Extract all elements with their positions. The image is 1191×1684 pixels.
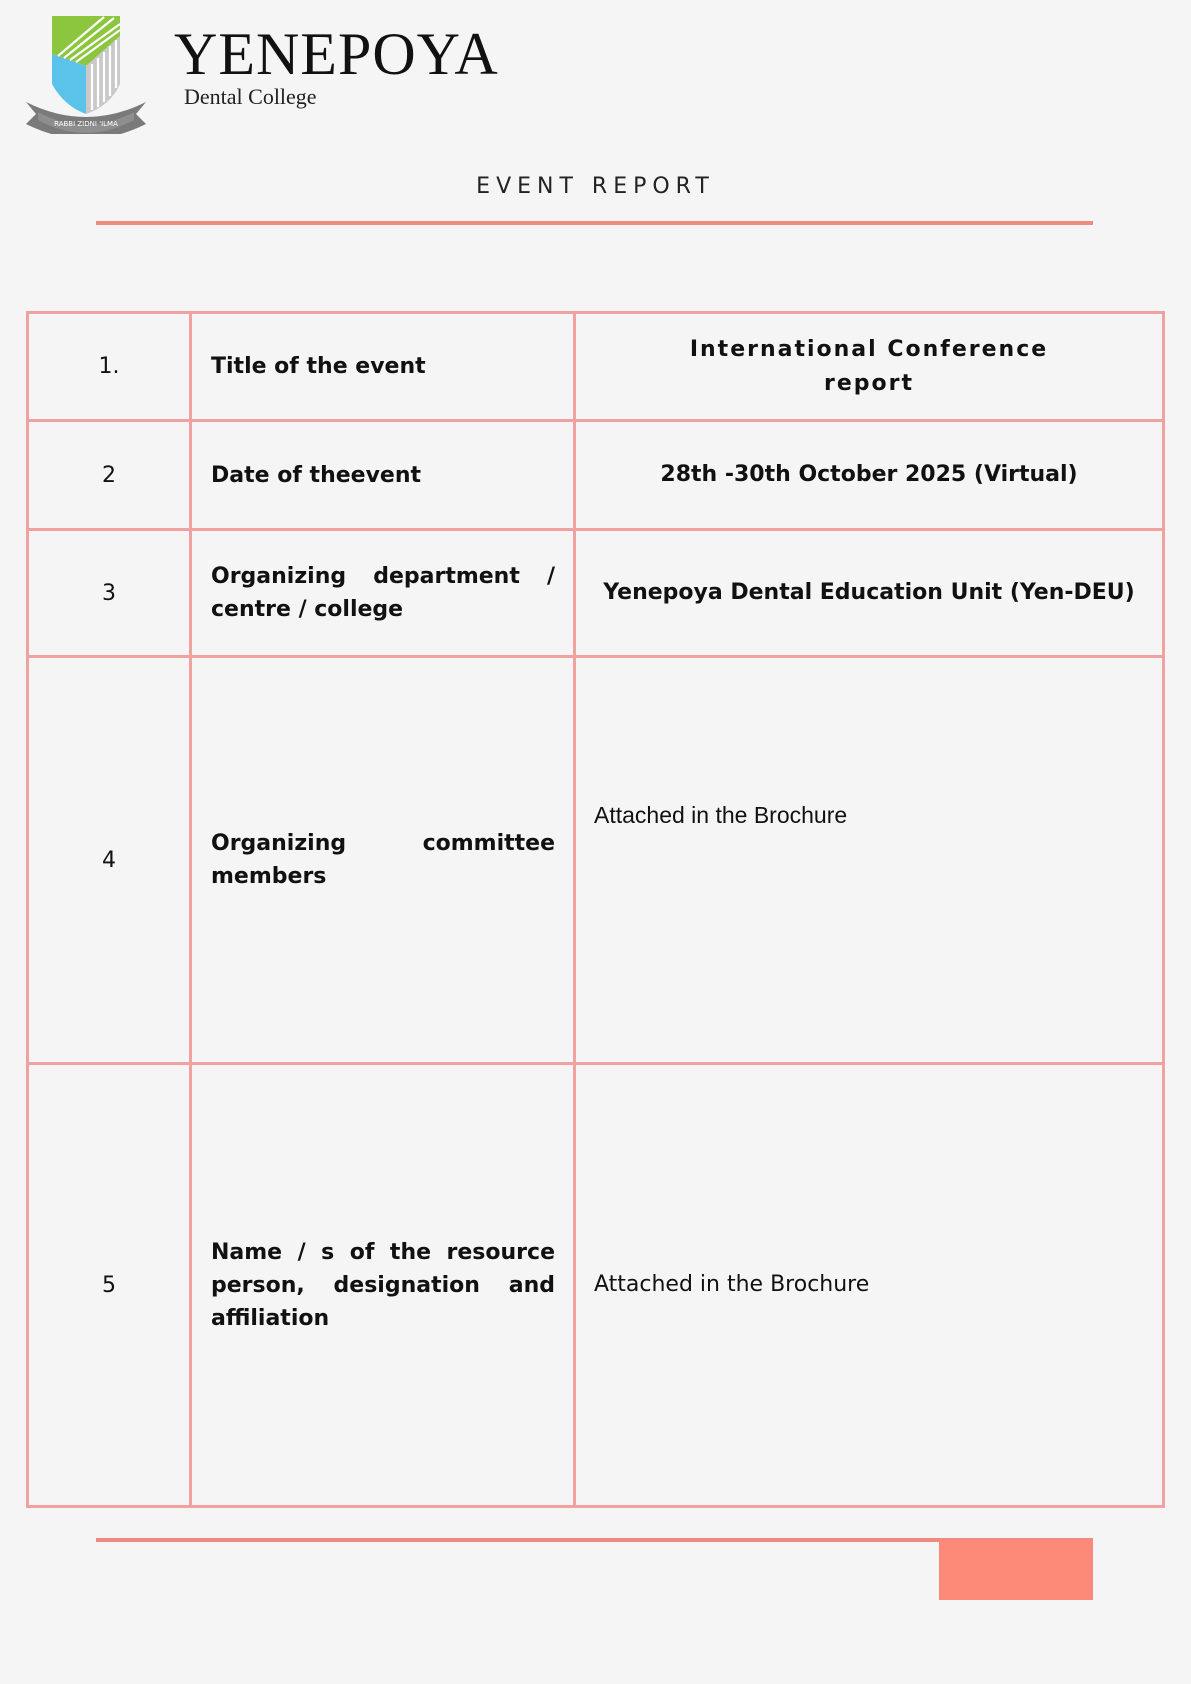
row-label: Name / s of the resource person, designation and affiliation <box>191 1064 575 1507</box>
row-value: 28th -30th October 2025 (Virtual) <box>575 421 1164 530</box>
row-value: Attached in the Brochure <box>575 1064 1164 1507</box>
row-value: Yenepoya Dental Education Unit (Yen-DEU) <box>575 530 1164 657</box>
table-row <box>28 421 1164 530</box>
header <box>24 14 524 136</box>
table-row <box>28 657 1164 1064</box>
top-divider <box>96 221 1093 225</box>
row-number: 5 <box>28 1064 191 1507</box>
footer-accent-block <box>939 1540 1093 1600</box>
row-value: Attached in the Brochure <box>575 657 1164 1064</box>
logo-motto: RABBI ZIDNI 'ILMA <box>54 120 118 128</box>
row-label: Title of the event <box>191 313 575 421</box>
row-value <box>575 313 1164 421</box>
table-row <box>28 313 1164 421</box>
table-row <box>28 1064 1164 1507</box>
row-label: Organizing department / centre / college <box>191 530 575 657</box>
row-label: Date of theevent <box>191 421 575 530</box>
brand-name: YENEPOYA <box>174 21 499 87</box>
college-logo <box>24 14 148 134</box>
row-number: 4 <box>28 657 191 1064</box>
table-row <box>28 530 1164 657</box>
report-title: EVENT REPORT <box>476 174 715 199</box>
row-number: 2 <box>28 421 191 530</box>
event-table <box>26 311 1165 1508</box>
row-label: Organizing committee members <box>191 657 575 1064</box>
row-number: 3 <box>28 530 191 657</box>
event-title-value: International Conference report <box>689 336 1049 396</box>
row-number: 1. <box>28 313 191 421</box>
brand-subtitle: Dental College <box>184 84 317 109</box>
